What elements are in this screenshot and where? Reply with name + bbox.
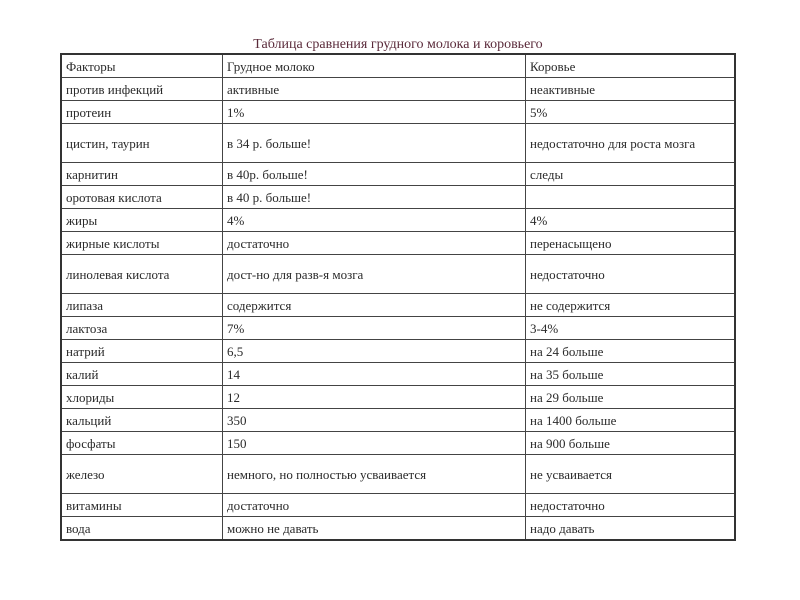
table-row: [61, 232, 735, 255]
breast-milk-cell: 7%: [223, 317, 526, 340]
table-row: [61, 517, 735, 541]
breast-milk-cell: 12: [223, 386, 526, 409]
cow-milk-cell: на 1400 больше: [526, 409, 736, 432]
header-cow-milk: Коровье: [526, 54, 736, 78]
table-row: [61, 386, 735, 409]
breast-milk-cell: 350: [223, 409, 526, 432]
cow-milk-cell: не содержится: [526, 294, 736, 317]
factor-cell: линолевая кислота: [61, 255, 223, 294]
comparison-table: [60, 53, 736, 541]
breast-milk-cell: немного, но полностью усваивается: [223, 455, 526, 494]
factor-cell: хлориды: [61, 386, 223, 409]
cow-milk-cell: следы: [526, 163, 736, 186]
factor-cell: карнитин: [61, 163, 223, 186]
header-breast-milk: Грудное молоко: [223, 54, 526, 78]
cow-milk-cell: неактивные: [526, 78, 736, 101]
table-row: [61, 163, 735, 186]
breast-milk-cell: дост-но для разв-я мозга: [223, 255, 526, 294]
factor-cell: фосфаты: [61, 432, 223, 455]
table-row: [61, 101, 735, 124]
breast-milk-cell: 1%: [223, 101, 526, 124]
factor-cell: натрий: [61, 340, 223, 363]
factor-cell: протеин: [61, 101, 223, 124]
factor-cell: кальций: [61, 409, 223, 432]
table-row: [61, 209, 735, 232]
breast-milk-cell: содержится: [223, 294, 526, 317]
factor-cell: оротовая кислота: [61, 186, 223, 209]
cow-milk-cell: не усваивается: [526, 455, 736, 494]
table-title: Таблица сравнения грудного молока и коровьего: [253, 37, 543, 52]
table-row: [61, 409, 735, 432]
breast-milk-cell: можно не давать: [223, 517, 526, 541]
factor-cell: лактоза: [61, 317, 223, 340]
breast-milk-cell: 6,5: [223, 340, 526, 363]
table-header-row: [61, 54, 735, 78]
cow-milk-cell: на 35 больше: [526, 363, 736, 386]
cow-milk-cell: 3-4%: [526, 317, 736, 340]
table-row: [61, 317, 735, 340]
factor-cell: липаза: [61, 294, 223, 317]
table-row: [61, 432, 735, 455]
table-row: [61, 294, 735, 317]
breast-milk-cell: активные: [223, 78, 526, 101]
factor-cell: против инфекций: [61, 78, 223, 101]
table-row: [61, 340, 735, 363]
table-row: [61, 186, 735, 209]
table-row: [61, 124, 735, 163]
table-row: [61, 255, 735, 294]
header-factors: Факторы: [61, 54, 223, 78]
breast-milk-cell: в 34 р. больше!: [223, 124, 526, 163]
factor-cell: жирные кислоты: [61, 232, 223, 255]
factor-cell: цистин, таурин: [61, 124, 223, 163]
breast-milk-cell: достаточно: [223, 494, 526, 517]
breast-milk-cell: в 40р. больше!: [223, 163, 526, 186]
cow-milk-cell: на 24 больше: [526, 340, 736, 363]
cow-milk-cell: [526, 186, 736, 209]
table-row: [61, 78, 735, 101]
cow-milk-cell: 4%: [526, 209, 736, 232]
breast-milk-cell: 150: [223, 432, 526, 455]
cow-milk-cell: недостаточно для роста мозга: [526, 124, 736, 163]
table-row: [61, 494, 735, 517]
breast-milk-cell: 14: [223, 363, 526, 386]
table-row: [61, 363, 735, 386]
breast-milk-cell: в 40 р. больше!: [223, 186, 526, 209]
table-row: [61, 455, 735, 494]
breast-milk-cell: достаточно: [223, 232, 526, 255]
cow-milk-cell: на 900 больше: [526, 432, 736, 455]
cow-milk-cell: недостаточно: [526, 494, 736, 517]
cow-milk-cell: перенасыщено: [526, 232, 736, 255]
cow-milk-cell: надо давать: [526, 517, 736, 541]
factor-cell: вода: [61, 517, 223, 541]
cow-milk-cell: на 29 больше: [526, 386, 736, 409]
factor-cell: жиры: [61, 209, 223, 232]
factor-cell: калий: [61, 363, 223, 386]
cow-milk-cell: 5%: [526, 101, 736, 124]
factor-cell: железо: [61, 455, 223, 494]
breast-milk-cell: 4%: [223, 209, 526, 232]
factor-cell: витамины: [61, 494, 223, 517]
cow-milk-cell: недостаточно: [526, 255, 736, 294]
